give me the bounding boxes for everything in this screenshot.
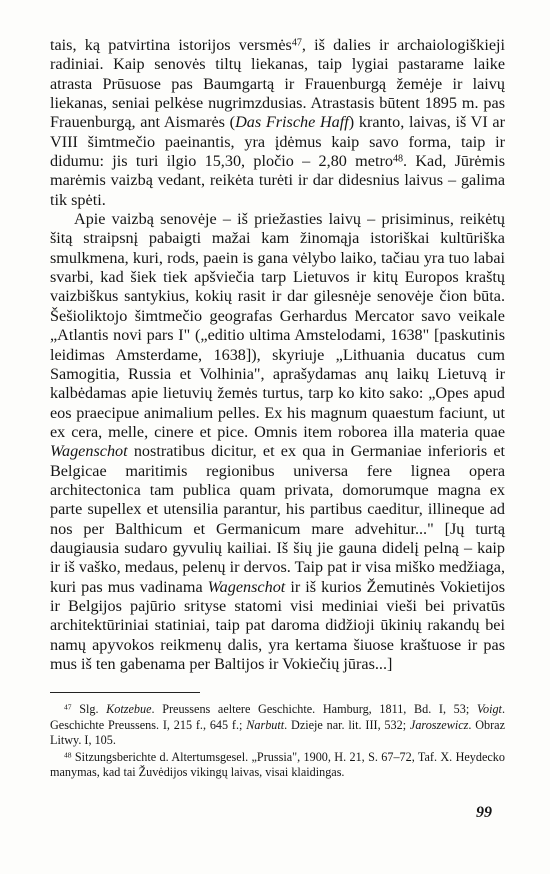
footnote-47-author-1: Kotzebue <box>106 702 152 716</box>
footnote-47-text-e: . Obraz Litwy. I, 105. <box>50 717 505 748</box>
footnote-47-number: 47 <box>64 702 72 712</box>
paragraph-1-italic: Das Frische Haff <box>235 113 349 132</box>
footnote-47-text-d: . Dzieje nar. lit. III, 532; <box>284 717 410 732</box>
paragraph-1-text-a: tais, ką patvirtina istorijos versmės <box>50 36 292 54</box>
footnote-ref-47: 47 <box>291 37 302 49</box>
footnote-48-text: Sitzungsberichte d. Altertumsgesel. „Prussia", 1900, H. 21, S. 67–72, Taf. X. Heydecko manymas, kad tai Žuvėdijos vikingų laivas, visai klaidingas. <box>50 749 505 780</box>
footnote-47-author-3: Narbutt <box>246 717 285 732</box>
paragraph-1-text-c: ) kranto, laivas, iš VI ar VIII šimtmečio paeinantis, yra įdėmus kaip savo forma, taip ir didumu: jis turi ilgio 15,30, pločio – 2,80 metro <box>50 113 505 171</box>
footnote-48 <box>50 750 505 781</box>
paragraph-2-text-a: Apie vaizbą senovėje – iš priežasties laivų – prisiminus, reikėtų šitą straipsnį pabaigti mažai kam žinomąja istoriškai kultūriška smulkmena, kuri, rods, paein is gana vėlybo laiko, tačiau yra tuo labai svarbi, kad šiek tiek apšviečia tarp Lietuvos ir kitų Europos kraštų vaizbiškus santykius, kokių rasit ir dar gilesnėje senovėje čion būta. Šešioliktojo šimtmečio geografas Gerhardus Mercator savo veikale „Atlantis novi pars I" („editio ultima Amstelodami, 1638" [paskutinis leidimas Amsterdame, 1638]), skyriuje „Lithuania ducatus cum Samogitia, Russia et Volhinia", aprašydamas anų laikų Lietuvą ir kalbėdamas apie lietuvių žemės turtus, tarp ko kito sako: „Opes apud eos praecipue animalium pelles. Ex his magnum quaestum faciunt, ut ex cera, melle, cinere et pice. Omnis item roborea illa materia quae <box>50 210 505 441</box>
main-text <box>50 36 505 674</box>
footnote-47-author-4: Jaroszewicz <box>409 717 469 732</box>
paragraph-2-text-c: ir iš kurios Žemutinės Vokietijos ir Belgijos pajūrio srityse statomi visi mediniai vieši bei privatūs architektūriniai statiniai, taip pat daroma didžioji ūkinių rakandų bei namų apyvokos reikmenų dalis, yra kertama šiuose kraštuose ir pas mus iš ten gabenama per Baltijos ir Vokiečių jūras...] <box>50 577 505 673</box>
footnote-47 <box>50 702 505 749</box>
paragraph-2 <box>50 210 505 674</box>
footnote-47-text-b: . Preussens aeltere Geschichte. Hamburg, 1811, Bd. I, 53; <box>151 702 477 716</box>
footnote-separator <box>50 692 200 693</box>
footnote-47-text-c: . Geschichte Preussens. I, 215 f., 645 f.; <box>50 702 505 732</box>
footnotes <box>50 702 505 782</box>
paragraph-1 <box>50 36 505 210</box>
paragraph-2-italic-2: Wagenschot <box>207 577 286 596</box>
page-number: 99 <box>476 804 492 821</box>
paragraph-1-text-d: . Kad, Jūrėmis marėmis vaizbą vedant, reikėta turėti ir dar didesnius laivus – galima tik spėti. <box>50 152 505 209</box>
paragraph-2-italic-1: Wagenschot <box>50 442 128 461</box>
footnote-ref-48: 48 <box>392 153 403 165</box>
paragraph-1-text-b: , iš dalies ir archaiologiškieji radiniai. Kaip senovės tiltų liekanas, taip lygiai pastarame laike atrasta Prūsuose pas Baumgartą ir Frauenburgą žemėje ir laivų liekanas, seniai pelkėse nugrimzdusias. Atrastasis būtent 1895 m. pas Frauenburgą, ant Aismarės ( <box>50 36 506 132</box>
footnote-47-text-a: Slg. <box>71 702 107 716</box>
paragraph-2-text-b: nostratibus dicitur, et ex qua in Germaniae inferioris et Belgicae maritimis regionibus universa fere lignea opera architectonica tam publica quam privata, domorumque magna ex parte supellex et utensilia parantur, his partibus caeditur, illineque ad nos per Balthicum et Germanicum mare advehitur..." [Jų turtą daugiausia sudaro gyvulių kailiai. Iš šių jie gauna didelį pelną – kaip ir iš vaško, medaus, pelenų ir dervos. Taip pat ir visa miško medžiaga, kuri pas mus vadinama <box>50 442 505 596</box>
footnote-48-number: 48 <box>64 750 72 760</box>
footnote-47-author-2: Voigt <box>476 702 502 716</box>
